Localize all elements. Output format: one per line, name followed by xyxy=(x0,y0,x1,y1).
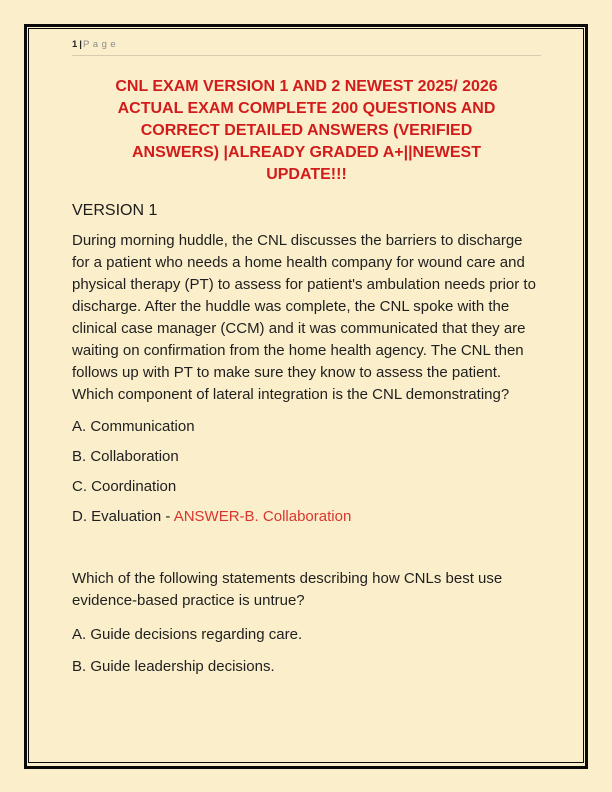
question-2 xyxy=(72,568,541,678)
question-2-option-a: A. Guide decisions regarding care. xyxy=(72,626,303,643)
exam-title-line: ACTUAL EXAM COMPLETE 200 QUESTIONS AND xyxy=(117,100,496,117)
page-header-label: Page xyxy=(82,39,120,50)
page-header xyxy=(72,36,541,56)
exam-title-line: ANSWERS) |ALREADY GRADED A+||NEWEST xyxy=(131,144,481,161)
page-border-frame xyxy=(24,24,588,769)
question-2-option-b: B. Guide leadership decisions. xyxy=(72,658,275,675)
page-number: 1 xyxy=(72,39,78,50)
question-1-option-a: A. Communication xyxy=(72,418,195,435)
question-1-option-d xyxy=(72,506,541,528)
question-1-option-b: B. Collaboration xyxy=(72,448,179,465)
exam-title-line: UPDATE!!! xyxy=(266,166,347,183)
page-header-separator: | xyxy=(79,39,82,50)
exam-title xyxy=(72,76,541,186)
question-1-stem: During morning huddle, the CNL discusses the barriers to discharge for a patient who needs a home health company for wound care and physical therapy (PT) to assess for patient's ambulation needs prior to discharge. After the huddle was complete, the CNL spoke with the clinical case manager (CCM) and it was communicated that they are waiting on confirmation from the home health agency. The CNL then follows up with PT to make sure they know to assess the patient. Which component of lateral integration is the CNL demonstrating? xyxy=(72,232,536,403)
document-page xyxy=(28,28,584,763)
question-1-options xyxy=(72,416,541,528)
question-1-option-c: C. Coordination xyxy=(72,478,177,495)
question-1-answer: ANSWER-B. Collaboration xyxy=(173,508,352,525)
question-1 xyxy=(72,230,541,528)
version-heading: VERSION 1 xyxy=(72,202,158,219)
question-2-stem: Which of the following statements describing how CNLs best use evidence-based practice is untrue? xyxy=(72,570,503,609)
question-2-options xyxy=(72,624,541,678)
exam-title-line: CORRECT DETAILED ANSWERS (VERIFIED xyxy=(140,122,473,139)
exam-title-line: CNL EXAM VERSION 1 AND 2 NEWEST 2025/ 2026 xyxy=(115,78,498,95)
question-1-option-d-label: D. Evaluation - xyxy=(72,508,174,525)
